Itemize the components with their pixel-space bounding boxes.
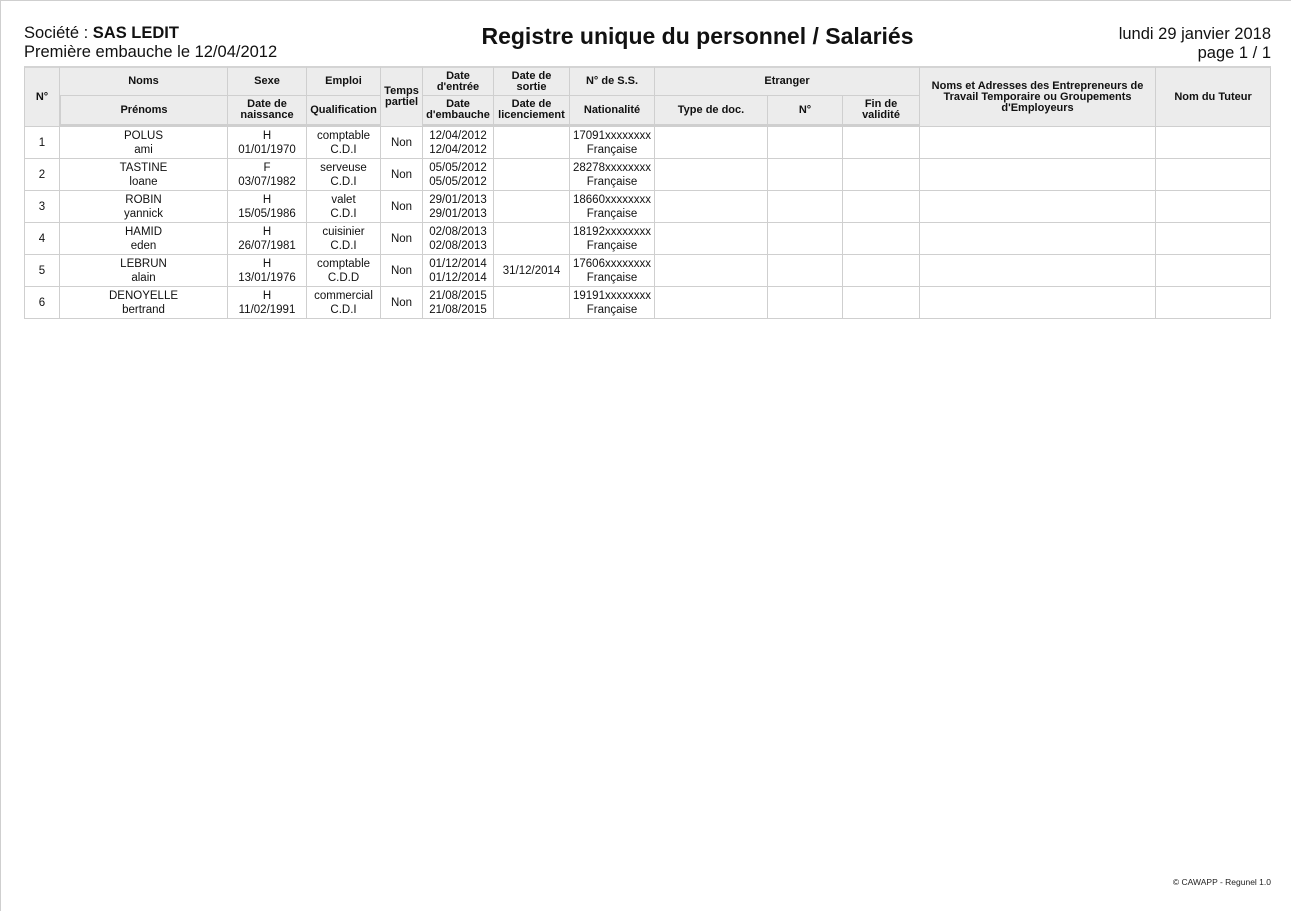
company-label: Société : — [24, 24, 93, 42]
cell-emploi-qualification: valet C.D.I — [307, 191, 381, 223]
cell-sortie — [494, 127, 570, 159]
cell-ss-nationalite: 18192xxxxxxxx Française — [570, 223, 655, 255]
col-num: N° — [24, 66, 60, 127]
col-date-entree: Date d'entrée — [423, 66, 494, 96]
col-prenoms: Prénoms — [60, 96, 228, 127]
footer-copyright: © CAWAPP - Regunel 1.0 — [1172, 877, 1271, 887]
cell-entree-embauche: 05/05/2012 05/05/2012 — [423, 159, 494, 191]
cell-tuteur — [1156, 127, 1271, 159]
cell-type-doc — [655, 191, 768, 223]
table-row — [24, 191, 1271, 223]
col-etranger-num: N° — [768, 96, 843, 127]
cell-entrepreneurs — [920, 159, 1156, 191]
cell-nom-prenom: POLUS ami — [60, 127, 228, 159]
cell-sexe-naissance: F 03/07/1982 — [228, 159, 307, 191]
page-border-top — [0, 0, 1291, 1]
cell-entree-embauche: 12/04/2012 12/04/2012 — [423, 127, 494, 159]
cell-ss-nationalite: 17606xxxxxxxx Française — [570, 255, 655, 287]
col-ss: N° de S.S. — [570, 66, 655, 96]
col-date-sortie: Date de sortie — [494, 66, 570, 96]
cell-entrepreneurs — [920, 287, 1156, 319]
cell-temps-partiel: Non — [381, 287, 423, 319]
cell-fin-validite — [843, 223, 920, 255]
cell-emploi-qualification: serveuse C.D.I — [307, 159, 381, 191]
table-row — [24, 255, 1271, 287]
col-fin-validite: Fin de validité — [843, 96, 920, 127]
cell-entrepreneurs — [920, 191, 1156, 223]
table-row — [24, 127, 1271, 159]
cell-tuteur — [1156, 223, 1271, 255]
cell-ss-nationalite: 19191xxxxxxxx Française — [570, 287, 655, 319]
table-row — [24, 159, 1271, 191]
cell-emploi-qualification: comptable C.D.D — [307, 255, 381, 287]
col-sexe: Sexe — [228, 66, 307, 96]
cell-entree-embauche: 21/08/2015 21/08/2015 — [423, 287, 494, 319]
company-name: SAS LEDIT — [92, 24, 179, 42]
cell-nom-prenom: DENOYELLE bertrand — [60, 287, 228, 319]
cell-sexe-naissance: H 11/02/1991 — [228, 287, 307, 319]
cell-etranger-num — [768, 287, 843, 319]
cell-num: 1 — [24, 127, 60, 159]
cell-etranger-num — [768, 223, 843, 255]
first-hire-date: Première embauche le 12/04/2012 — [24, 43, 278, 61]
cell-sexe-naissance: H 13/01/1976 — [228, 255, 307, 287]
cell-fin-validite — [843, 255, 920, 287]
cell-type-doc — [655, 159, 768, 191]
cell-etranger-num — [768, 159, 843, 191]
col-date-licenciement: Date de licenciement — [494, 96, 570, 127]
table-header — [24, 66, 1271, 127]
cell-temps-partiel: Non — [381, 191, 423, 223]
cell-nom-prenom: HAMID eden — [60, 223, 228, 255]
cell-sexe-naissance: H 15/05/1986 — [228, 191, 307, 223]
cell-sortie — [494, 159, 570, 191]
cell-fin-validite — [843, 127, 920, 159]
cell-etranger-num — [768, 255, 843, 287]
cell-nom-prenom: ROBIN yannick — [60, 191, 228, 223]
cell-temps-partiel: Non — [381, 223, 423, 255]
cell-emploi-qualification: comptable C.D.I — [307, 127, 381, 159]
cell-sortie: 31/12/2014 — [494, 255, 570, 287]
date-block — [1119, 25, 1271, 63]
cell-nom-prenom: TASTINE loane — [60, 159, 228, 191]
cell-temps-partiel: Non — [381, 159, 423, 191]
cell-tuteur — [1156, 255, 1271, 287]
cell-entrepreneurs — [920, 255, 1156, 287]
cell-num: 6 — [24, 287, 60, 319]
cell-num: 5 — [24, 255, 60, 287]
table-body — [24, 127, 1271, 319]
cell-num: 3 — [24, 191, 60, 223]
cell-etranger-num — [768, 191, 843, 223]
cell-type-doc — [655, 287, 768, 319]
col-nationalite: Nationalité — [570, 96, 655, 127]
cell-tuteur — [1156, 191, 1271, 223]
col-tuteur: Nom du Tuteur — [1156, 66, 1271, 127]
cell-fin-validite — [843, 287, 920, 319]
cell-sexe-naissance: H 26/07/1981 — [228, 223, 307, 255]
cell-tuteur — [1156, 159, 1271, 191]
cell-ss-nationalite: 17091xxxxxxxx Française — [570, 127, 655, 159]
personnel-register-table — [24, 66, 1271, 319]
cell-nom-prenom: LEBRUN alain — [60, 255, 228, 287]
cell-emploi-qualification: cuisinier C.D.I — [307, 223, 381, 255]
cell-entree-embauche: 29/01/2013 29/01/2013 — [423, 191, 494, 223]
col-noms: Noms — [60, 66, 228, 96]
cell-sortie — [494, 223, 570, 255]
cell-num: 4 — [24, 223, 60, 255]
cell-sortie — [494, 191, 570, 223]
cell-entree-embauche: 02/08/2013 02/08/2013 — [423, 223, 494, 255]
print-date: lundi 29 janvier 2018 — [1118, 25, 1271, 43]
cell-ss-nationalite: 18660xxxxxxxx Française — [570, 191, 655, 223]
cell-type-doc — [655, 127, 768, 159]
col-date-naissance: Date de naissance — [228, 96, 307, 127]
cell-type-doc — [655, 223, 768, 255]
cell-fin-validite — [843, 191, 920, 223]
page-number: page 1 / 1 — [1197, 44, 1271, 62]
col-qualification: Qualification — [307, 96, 381, 127]
cell-emploi-qualification: commercial C.D.I — [307, 287, 381, 319]
cell-entree-embauche: 01/12/2014 01/12/2014 — [423, 255, 494, 287]
cell-ss-nationalite: 28278xxxxxxxx Française — [570, 159, 655, 191]
cell-entrepreneurs — [920, 223, 1156, 255]
col-temps-partiel: Temps partiel — [381, 66, 423, 127]
cell-tuteur — [1156, 287, 1271, 319]
cell-sortie — [494, 287, 570, 319]
col-entrepreneurs: Noms et Adresses des Entrepreneurs de Travail Temporaire ou Groupements d'Employeurs — [920, 66, 1156, 127]
cell-num: 2 — [24, 159, 60, 191]
table-row — [24, 287, 1271, 319]
cell-entrepreneurs — [920, 127, 1156, 159]
page-title: Registre unique du personnel / Salariés — [481, 23, 914, 49]
table-row — [24, 223, 1271, 255]
cell-temps-partiel: Non — [381, 255, 423, 287]
col-date-embauche: Date d'embauche — [423, 96, 494, 127]
page-border-left — [0, 0, 1, 911]
cell-etranger-num — [768, 127, 843, 159]
cell-type-doc — [655, 255, 768, 287]
col-type-doc: Type de doc. — [655, 96, 768, 127]
cell-fin-validite — [843, 159, 920, 191]
cell-temps-partiel: Non — [381, 127, 423, 159]
cell-sexe-naissance: H 01/01/1970 — [228, 127, 307, 159]
col-etranger: Etranger — [655, 66, 920, 96]
col-emploi: Emploi — [307, 66, 381, 96]
